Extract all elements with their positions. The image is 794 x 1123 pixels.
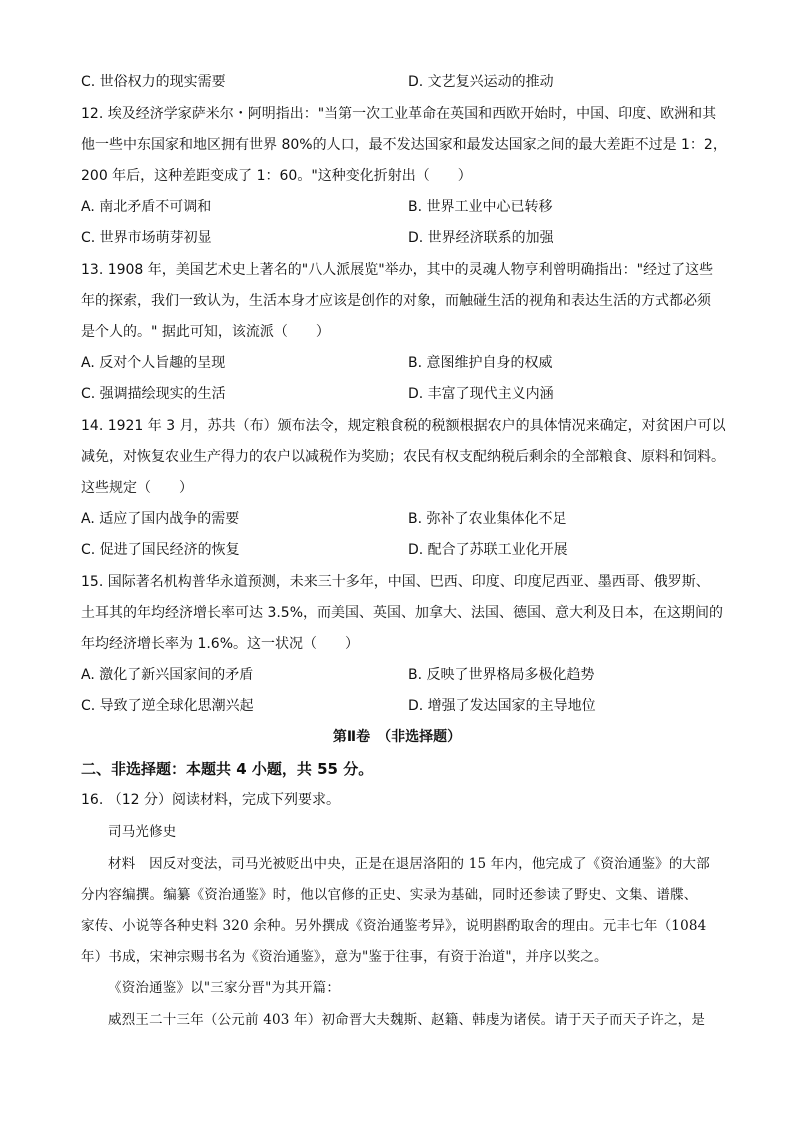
q13-stem-line-2: 年的探索，我们一致认为，生活本身才应该是创作的对象，而触碰生活的视角和表达生活的方式都必须 — [81, 293, 711, 309]
q14-stem-line-3: 这些规定（ ） — [81, 480, 193, 496]
q12-stem-line-2: 他一些中东国家和地区拥有世界 80%的人口，最不发达国家和最发达国家之间的最大差距不过是 1：2， — [81, 137, 727, 153]
q14-option-b: B. 弥补了农业集体化不足 — [408, 511, 567, 527]
q14-option-a: A. 适应了国内战争的需要 — [81, 511, 240, 527]
q12-option-d: D. 世界经济联系的加强 — [408, 230, 554, 246]
q12-option-c: C. 世界市场萌芽初显 — [81, 230, 212, 246]
q12-stem-line-3: 200 年后，这种差距变成了 1：60。"这种变化折射出（ ） — [81, 168, 472, 184]
material-line-4: 年）书成，宋神宗赐书名为《资治通鉴》，意为"鉴于往事，有资于治道"，并序以奖之。 — [81, 949, 608, 965]
q12-option-b: B. 世界工业中心已转移 — [408, 199, 553, 215]
q15-option-d: D. 增强了发达国家的主导地位 — [408, 698, 596, 714]
q15-option-c: C. 导致了逆全球化思潮兴起 — [81, 698, 254, 714]
q14-stem-line-1: 14. 1921 年 3 月，苏共（布）颁布法令，规定粮食税的税额根据农户的具体情况来确定，对贫困户可以 — [81, 418, 726, 434]
q11-option-c: C. 世俗权力的现实需要 — [81, 74, 226, 90]
q15-option-b: B. 反映了世界格局多极化趋势 — [408, 667, 595, 683]
q14-stem-line-2: 减免，对恢复农业生产得力的农户以减税作为奖励；农民有权支配纳税后剩余的全部粮食、原料和饲料。 — [81, 449, 725, 465]
q12-stem-line-1: 12. 埃及经济学家萨米尔・阿明指出："当第一次工业革命在英国和西欧开始时，中国、印度、欧洲和其 — [81, 106, 717, 122]
q13-option-d: D. 丰富了现代主义内涵 — [408, 386, 554, 402]
q13-option-b: B. 意图维护自身的权威 — [408, 355, 553, 371]
q15-option-a: A. 激化了新兴国家间的矛盾 — [81, 667, 254, 683]
q13-stem-line-3: 是个人的。" 据此可知，该流派（ ） — [81, 324, 330, 340]
q14-option-c: C. 促进了国民经济的恢复 — [81, 542, 240, 558]
material-line-2: 分内容编撰。编纂《资治通鉴》时，他以官修的正史、实录为基础，同时还参读了野史、文集、谱牒、 — [81, 887, 698, 903]
q13-option-c: C. 强调描绘现实的生活 — [81, 386, 226, 402]
material-line-1: 材料 因反对变法，司马光被贬出中央，正是在退居洛阳的 15 年内，他完成了《资治通鉴》的大部 — [108, 856, 710, 872]
q13-stem-line-1: 13. 1908 年，美国艺术史上著名的"八人派展览"举办，其中的灵魂人物亨利曾明确指出："经过了这些 — [81, 262, 714, 278]
q11-option-d: D. 文艺复兴运动的推动 — [408, 74, 554, 90]
q16-stem: 16. （12 分）阅读材料，完成下列要求。 — [81, 792, 340, 808]
part-two-title: 第Ⅱ卷 （非选择题） — [332, 729, 462, 745]
q12-option-a: A. 南北矛盾不可调和 — [81, 199, 212, 215]
material-title: 司马光修史 — [108, 824, 177, 840]
q14-option-d: D. 配合了苏联工业化开展 — [408, 542, 568, 558]
material-line-5: 《资治通鉴》以"三家分晋"为其开篇： — [108, 980, 341, 996]
material-line-3: 家传、小说等各种史料 320 余种。另外撰成《资治通鉴考异》，说明斟酌取舍的理由。元丰七年（1084 — [81, 918, 707, 934]
q13-option-a: A. 反对个人旨趣的呈现 — [81, 355, 226, 371]
q15-stem-line-2: 土耳其的年均经济增长率可达 3.5%，而美国、英国、加拿大、法国、德国、意大利及日本，在这期间的 — [81, 605, 724, 621]
q15-stem-line-3: 年均经济增长率为 1.6%。这一状况（ ） — [81, 636, 360, 652]
section-heading: 二、非选择题：本题共 4 小题，共 55 分。 — [81, 760, 374, 778]
q15-stem-line-1: 15. 国际著名机构普华永道预测，未来三十多年，中国、巴西、印度、印度尼西亚、墨西哥、俄罗斯、 — [81, 574, 710, 590]
material-line-6: 威烈王二十三年（公元前 403 年）初命晋大夫魏斯、赵籍、韩虔为诸侯。请于天子而天子许之，是 — [108, 1012, 706, 1028]
